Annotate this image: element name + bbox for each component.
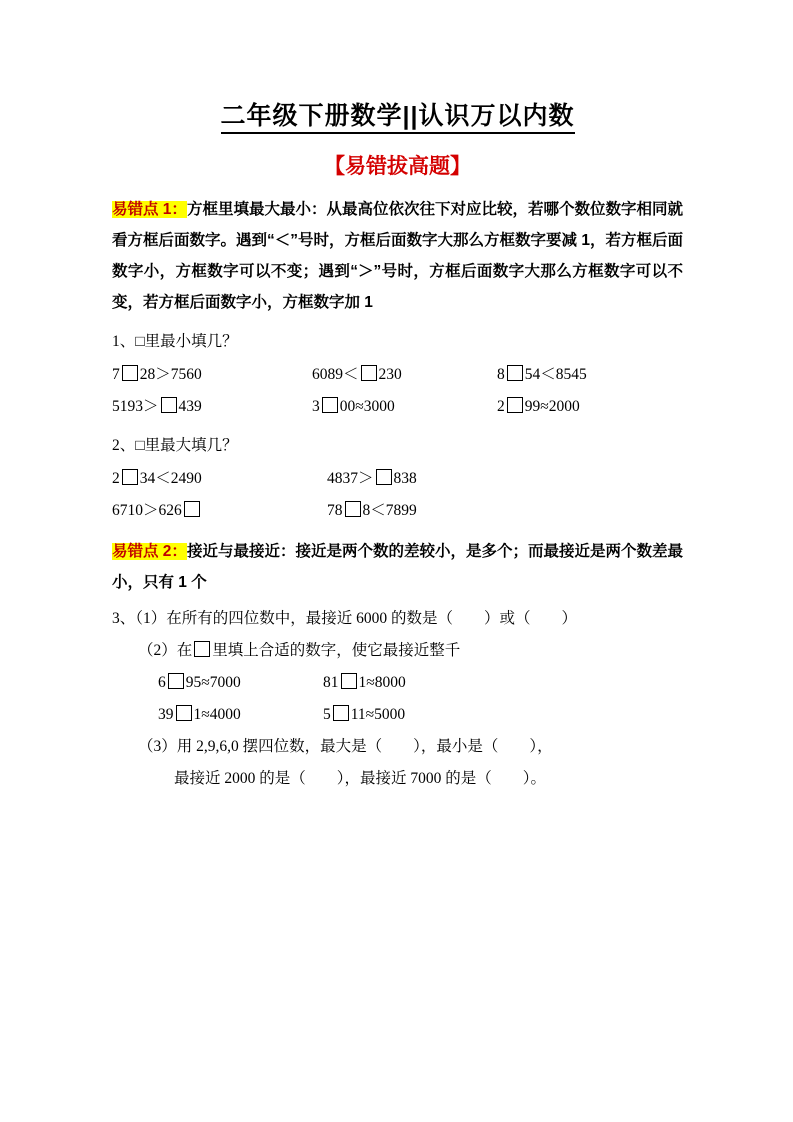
- q1-item: [497, 360, 587, 390]
- error-point-2-paragraph: [112, 536, 683, 598]
- q2-item-suffix: 838: [393, 470, 417, 487]
- q3-item-suffix: 1≈8000: [358, 674, 406, 691]
- q2-item-prefix: 78: [327, 502, 343, 519]
- q2-item-suffix: 34＜2490: [139, 470, 202, 487]
- q3-item: [323, 700, 405, 730]
- q1-item-prefix: 6089＜: [312, 366, 359, 383]
- answer-box[interactable]: [322, 397, 338, 413]
- q3-line2-suffix: 里填上合适的数字，使它最接近整千: [212, 642, 461, 659]
- answer-box[interactable]: [122, 469, 138, 485]
- question-3-line-1: 3、（1）在所有的四位数中，最接近 6000 的数是（ ）或（ ）: [112, 610, 578, 627]
- q2-item: [327, 496, 417, 526]
- q1-item-suffix: 00≈3000: [339, 398, 395, 415]
- q2-item: [112, 496, 327, 526]
- error-point-1-paragraph: [112, 194, 683, 318]
- question-3-line-4: 最接近 2000 的是（ ），最接近 7000 的是（ ）。: [174, 770, 547, 787]
- q3-item-prefix: 81: [323, 674, 339, 691]
- q1-item-suffix: 54＜8545: [524, 366, 587, 383]
- q1-item: [497, 392, 580, 422]
- question-3-line-2: [112, 636, 683, 666]
- q2-item-prefix: 4837＞: [327, 470, 374, 487]
- question-2-row: [112, 464, 683, 494]
- error-point-1-text: 方框里填最大最小：从最高位依次往下对应比较，若哪个数位数字相同就看方框后面数字。遇到“＜”号时，方框后面数字大那么方框数字要减 1，若方框后面数字小，方框数字可以不变；遇到“＞”号时，方框后面数字大那么方框数字可以不变，若方框后面数字小，方框数字加 1: [112, 201, 683, 311]
- question-2-heading: 2、□里最大填几？: [112, 437, 238, 454]
- question-1-row: [112, 392, 683, 422]
- q1-item-prefix: 5193＞: [112, 398, 159, 415]
- q3-item-prefix: 5: [323, 706, 331, 723]
- answer-box[interactable]: [341, 673, 357, 689]
- q1-item-prefix: 3: [312, 398, 320, 415]
- q1-item-prefix: 8: [497, 366, 505, 383]
- q3-line2-prefix: （2）在: [138, 642, 193, 659]
- question-3-row: [112, 668, 683, 698]
- q3-item-suffix: 11≈5000: [350, 706, 406, 723]
- q1-item: [312, 360, 497, 390]
- page-title-text: 二年级下册数学||认识万以内数: [221, 102, 575, 134]
- answer-box[interactable]: [176, 705, 192, 721]
- q1-item-suffix: 439: [178, 398, 202, 415]
- error-point-2-tag: 易错点 2：: [112, 543, 187, 560]
- question-3-line-3: （3）用 2,9,6,0 摆四位数，最大是（ ），最小是（ ），: [138, 738, 553, 755]
- answer-box[interactable]: [361, 365, 377, 381]
- answer-box[interactable]: [345, 501, 361, 517]
- q2-item: [112, 464, 327, 494]
- page-subtitle: 【易错拔高题】: [324, 155, 471, 178]
- answer-box[interactable]: [333, 705, 349, 721]
- q2-item-prefix: 2: [112, 470, 120, 487]
- q1-item: [112, 360, 312, 390]
- answer-box[interactable]: [161, 397, 177, 413]
- error-point-2-text: 接近与最接近：接近是两个数的差较小，是多个；而最接近是两个数差最小，只有 1 个: [112, 543, 683, 591]
- error-point-1-tag: 易错点 1：: [112, 201, 187, 218]
- q1-item: [112, 392, 312, 422]
- q1-item-suffix: 99≈2000: [524, 398, 580, 415]
- q3-item: [323, 668, 406, 698]
- q1-item-suffix: 230: [378, 366, 402, 383]
- q2-item: [327, 464, 417, 494]
- answer-box[interactable]: [376, 469, 392, 485]
- answer-box[interactable]: [507, 365, 523, 381]
- answer-box[interactable]: [122, 365, 138, 381]
- question-2-row: [112, 496, 683, 526]
- q1-item-prefix: 2: [497, 398, 505, 415]
- q3-item-suffix: 95≈7000: [185, 674, 241, 691]
- q3-item: [158, 700, 323, 730]
- answer-box[interactable]: [168, 673, 184, 689]
- q3-item-prefix: 6: [158, 674, 166, 691]
- question-3-row: [112, 700, 683, 730]
- q2-item-prefix: 6710＞626: [112, 502, 182, 519]
- q3-item-prefix: 39: [158, 706, 174, 723]
- q1-item: [312, 392, 497, 422]
- page-title: [112, 96, 683, 134]
- q1-item-prefix: 7: [112, 366, 120, 383]
- q1-item-suffix: 28＞7560: [139, 366, 202, 383]
- question-1-heading: 1、□里最小填几？: [112, 333, 238, 350]
- question-1-row: [112, 360, 683, 390]
- answer-box[interactable]: [507, 397, 523, 413]
- q3-item-suffix: 1≈4000: [193, 706, 241, 723]
- answer-box[interactable]: [194, 641, 210, 657]
- answer-box[interactable]: [184, 501, 200, 517]
- q3-item: [158, 668, 323, 698]
- q2-item-suffix: 8＜7899: [362, 502, 417, 519]
